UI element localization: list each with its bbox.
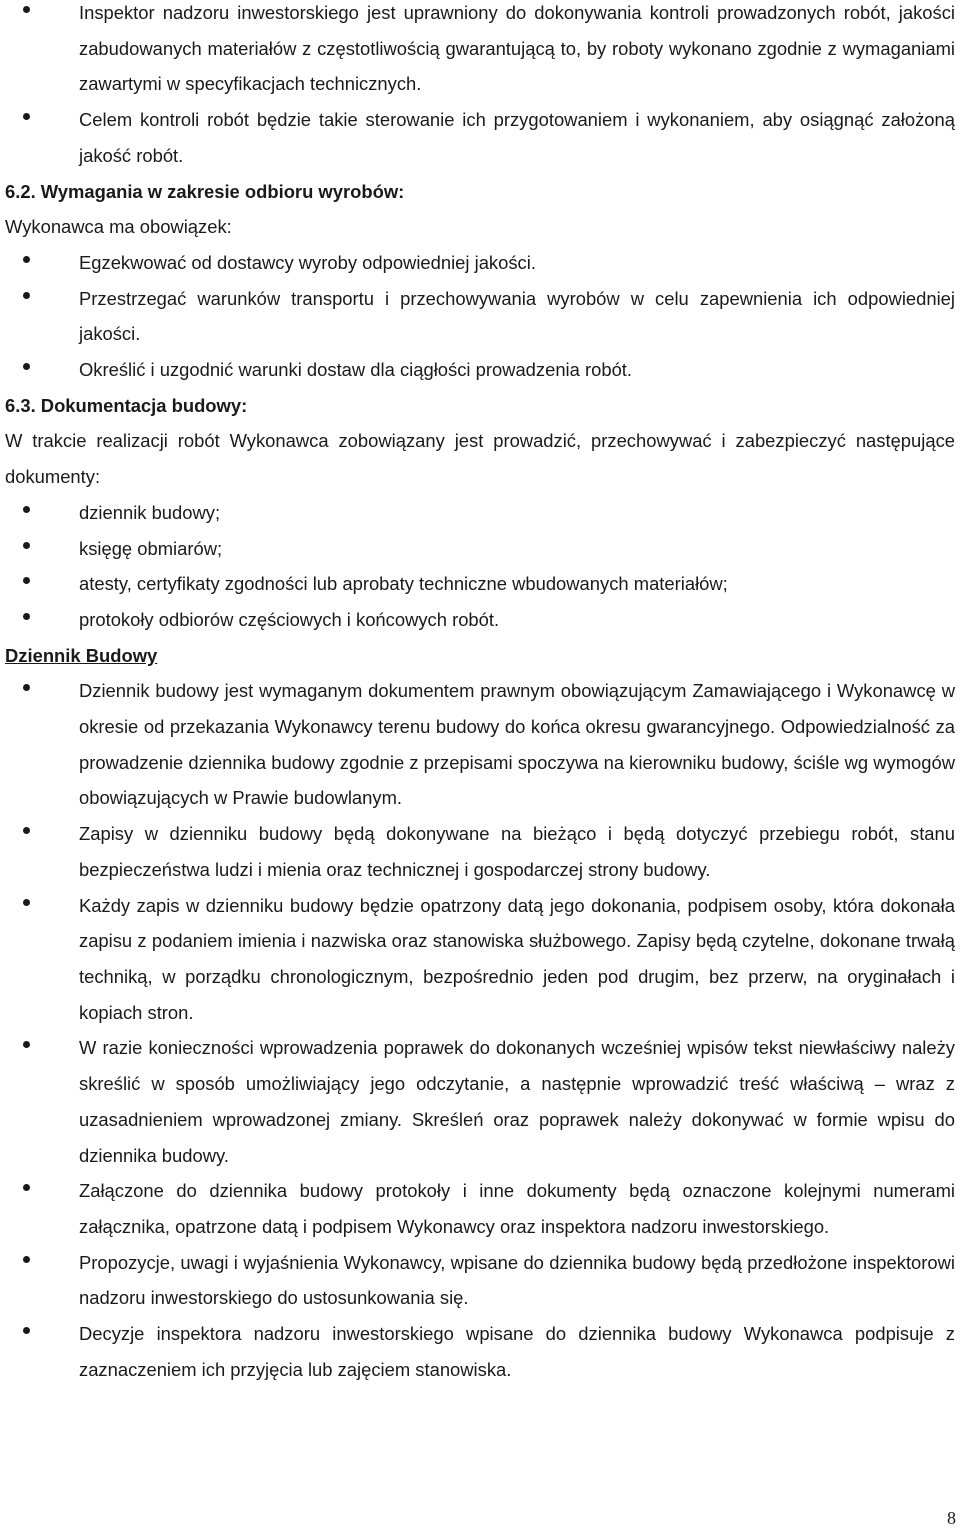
bullet-icon [23,577,30,584]
section-6-2-list [0,245,960,388]
bullet-icon [23,6,30,13]
list-item [0,1316,960,1387]
section-intro: W trakcie realizacji robót Wykonawca zobowiązany jest prowadzić, przechowywać i zabezpieczyć następujące dokumenty: [5,430,955,488]
list-item-text: księgę obmiarów; [79,537,223,559]
section-heading: 6.2. Wymagania w zakresie odbioru wyrobów: [5,180,405,202]
bullet-icon [23,113,30,120]
list-item [0,531,960,567]
list-item [0,495,960,531]
section-6-3 [0,388,960,638]
list-item-text: Celem kontroli robót będzie takie sterowanie ich przygotowaniem i wykonaniem, aby osiągnąć założoną jakość robót. [79,109,955,166]
section-intro: Wykonawca ma obowiązek: [5,216,232,238]
bullet-icon [23,363,30,370]
list-item [0,602,960,638]
top-list-block [0,0,960,174]
section-6-3-list [0,495,960,638]
section-6-2 [0,174,960,388]
list-item-text: Dziennik budowy jest wymaganym dokumentem prawnym obowiązującym Zamawiającego i Wykonawcę w okresie od przekazania Wykonawcy terenu budowy do końca okresu gwarancyjnego. Odpowiedzialność za prowadzenie dziennika budowy zgodnie z przepisami spoczywa na kierowniku budowy, ściśle wg wymogów obowiązujących w Prawie budowlanym. [79,680,955,809]
dziennik-budowy-section [0,638,960,1388]
list-item [0,673,960,816]
bullet-icon [23,292,30,299]
bullet-icon [23,256,30,263]
section-heading: 6.3. Dokumentacja budowy: [5,394,248,416]
list-item [0,245,960,281]
list-item [0,0,960,102]
bullet-icon [23,1327,30,1334]
section-heading: Dziennik Budowy [5,644,158,666]
list-item-text: Załączone do dziennika budowy protokoły i inne dokumenty będą oznaczone kolejnymi numerami załącznika, opatrzone datą i podpisem Wykonawcy oraz inspektora nadzoru inwestorskiego. [79,1180,955,1237]
list-item-text: Określić i uzgodnić warunki dostaw dla ciągłości prowadzenia robót. [79,359,633,381]
list-item [0,1245,960,1316]
bullet-icon [23,684,30,691]
list-item-text: atesty, certyfikaty zgodności lub aprobaty techniczne wbudowanych materiałów; [79,573,728,595]
list-item [0,1030,960,1173]
list-item [0,816,960,887]
list-item-text: dziennik budowy; [79,501,221,523]
bullet-icon [23,506,30,513]
list-item-text: Przestrzegać warunków transportu i przechowywania wyrobów w celu zapewnienia ich odpowiedniej jakości. [79,287,955,345]
list-item-text: Zapisy w dzienniku budowy będą dokonywane na bieżąco i będą dotyczyć przebiegu robót, stanu bezpieczeństwa ludzi i mienia oraz technicznej i gospodarczej strony budowy. [79,823,955,880]
list-item-text: protokoły odbiorów częściowych i końcowych robót. [79,608,500,630]
list-item [0,1173,960,1244]
bullet-icon [23,1256,30,1263]
list-item [0,281,960,352]
bullet-icon [23,1041,30,1048]
list-item-text: Każdy zapis w dzienniku budowy będzie opatrzony datą jego dokonania, podpisem osoby, która dokonała zapisu z podaniem imienia i nazwiska oraz stanowiska służbowego. Zapisy będą czytelne, dokonane trwałą techniką, w porządku chronologicznym, bezpośrednio jeden pod drugim, bez przerw, na oryginałach i kopiach stron. [79,894,955,1023]
top-bullet-list [0,0,960,174]
dziennik-list [0,673,960,1387]
bullet-icon [23,613,30,620]
list-item-text: Egzekwować od dostawcy wyroby odpowiedniej jakości. [79,251,536,273]
list-item-text: Inspektor nadzoru inwestorskiego jest uprawniony do dokonywania kontroli prowadzonych robót, jakości zabudowanych materiałów z częstotliwością gwarantującą to, by roboty wykonano zgodnie z wymaganiami zawartymi w specyfikacjach technicznych. [79,2,955,95]
list-item [0,102,960,173]
bullet-icon [23,827,30,834]
list-item-text: Decyzje inspektora nadzoru inwestorskiego wpisane do dziennika budowy Wykonawca podpisuje z zaznaczeniem ich przyjęcia lub zajęciem stanowiska. [79,1323,955,1380]
list-item [0,888,960,1031]
bullet-icon [23,542,30,549]
bullet-icon [23,1184,30,1191]
list-item-text: Propozycje, uwagi i wyjaśnienia Wykonawcy, wpisane do dziennika budowy będą przedłożone inspektorowi nadzoru inwestorskiego do ustosunkowania się. [79,1251,955,1309]
bullet-icon [23,899,30,906]
list-item [0,566,960,602]
page-number: 8 [947,1508,956,1528]
list-item [0,352,960,388]
list-item-text: W razie konieczności wprowadzenia poprawek do dokonanych wcześniej wpisów tekst niewłaściwy należy skreślić w sposób umożliwiający jego odczytanie, a następnie wprowadzić treść właściwą – wraz z uzasadnieniem wprowadzonej zmiany. Skreśleń oraz poprawek należy dokonywać w formie wpisu do dziennika budowy. [79,1037,955,1166]
